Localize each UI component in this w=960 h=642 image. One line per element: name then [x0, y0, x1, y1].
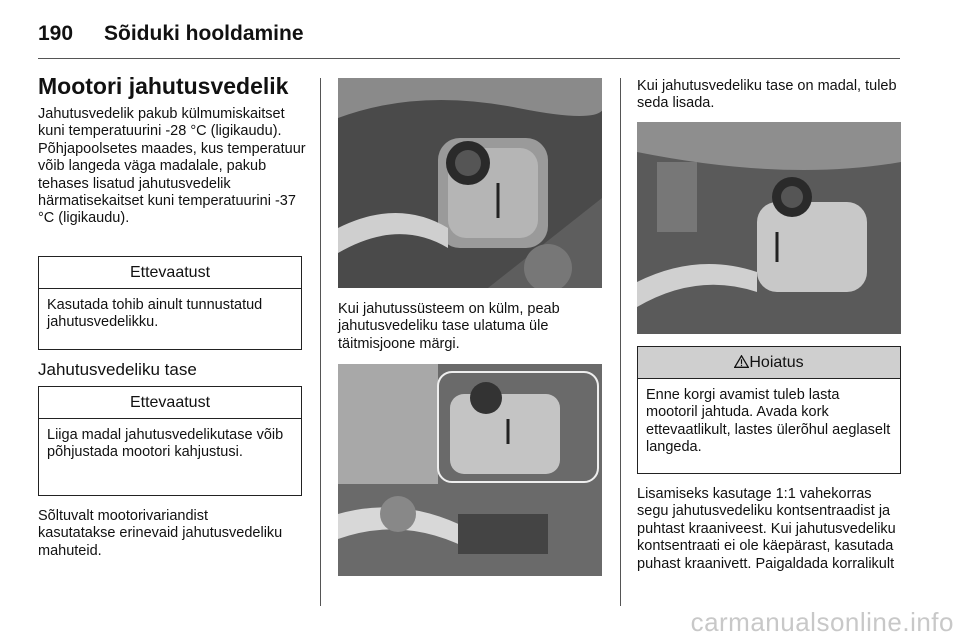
- outro-paragraph: Lisamiseks kasutage 1:1 vahekorras segu jahutusvedeliku kontsentraadist ja puhtast kraaniveest. Kui jahutusvedeliku kontsentraati ei ole käepärast, kasutada puhast kraanivett. Paigaldada korralikult: [637, 486, 896, 572]
- caution-text: Kasutada tohib ainult tunnustatud jahutusvedelikku.: [47, 297, 263, 331]
- caution-box-2: [38, 386, 302, 496]
- outro-paragraph: Sõltuvalt mootorivariandist kasutatakse erinevaid jahutusvedeliku mahuteid.: [38, 508, 283, 559]
- article-heading: Mootori jahutusvedelik: [38, 73, 289, 99]
- column-divider-1: [320, 78, 321, 606]
- page-number: 190: [38, 22, 74, 45]
- engine-photo-reservoir-2: [338, 364, 602, 576]
- header-rule: [38, 58, 900, 59]
- caution-title: Ettevaatust: [39, 257, 301, 289]
- page-header: [38, 22, 900, 62]
- section-title: Sõiduki hooldamine: [104, 22, 304, 45]
- caution-box-1: [38, 256, 302, 350]
- intro-paragraph: Jahutusvedelik pakub külmumiskaitset kuni temperatuurini -28 °C (ligikaudu). Põhjapoolsetes maades, kus temperatuur võib langeda väga madalale, pakub tehases lisatud jahutusvedelik härmatisekaitset kuni temperatuurini -37 °C (ligikaudu).: [38, 106, 306, 227]
- watermark: carmanualsonline.info: [690, 607, 954, 637]
- intro-paragraph: Kui jahutusvedeliku tase on madal, tuleb seda lisada.: [637, 78, 897, 112]
- engine-photo-reservoir-1: [338, 78, 602, 288]
- warning-box: [637, 346, 901, 474]
- subheading: Jahutusvedeliku tase: [38, 360, 197, 379]
- photo-caption: Kui jahutussüsteem on külm, peab jahutusvedeliku tase ulatuma üle täitmisjoone märgi.: [338, 301, 560, 352]
- column-divider-2: [620, 78, 621, 606]
- warning-header: [638, 347, 900, 379]
- warning-text: Enne korgi avamist tuleb lasta mootoril jahtuda. Avada kork ettevaatlikult, lastes ülerõhul aeglaselt langeda.: [646, 387, 891, 456]
- warning-title: Hoiatus: [749, 354, 804, 371]
- engine-photo-reservoir-3: [637, 122, 901, 334]
- caution-text: Liiga madal jahutusvedelikutase võib põhjustada mootori kahjustusi.: [47, 427, 284, 461]
- caution-title: Ettevaatust: [39, 387, 301, 419]
- warning-triangle-icon: [734, 355, 749, 368]
